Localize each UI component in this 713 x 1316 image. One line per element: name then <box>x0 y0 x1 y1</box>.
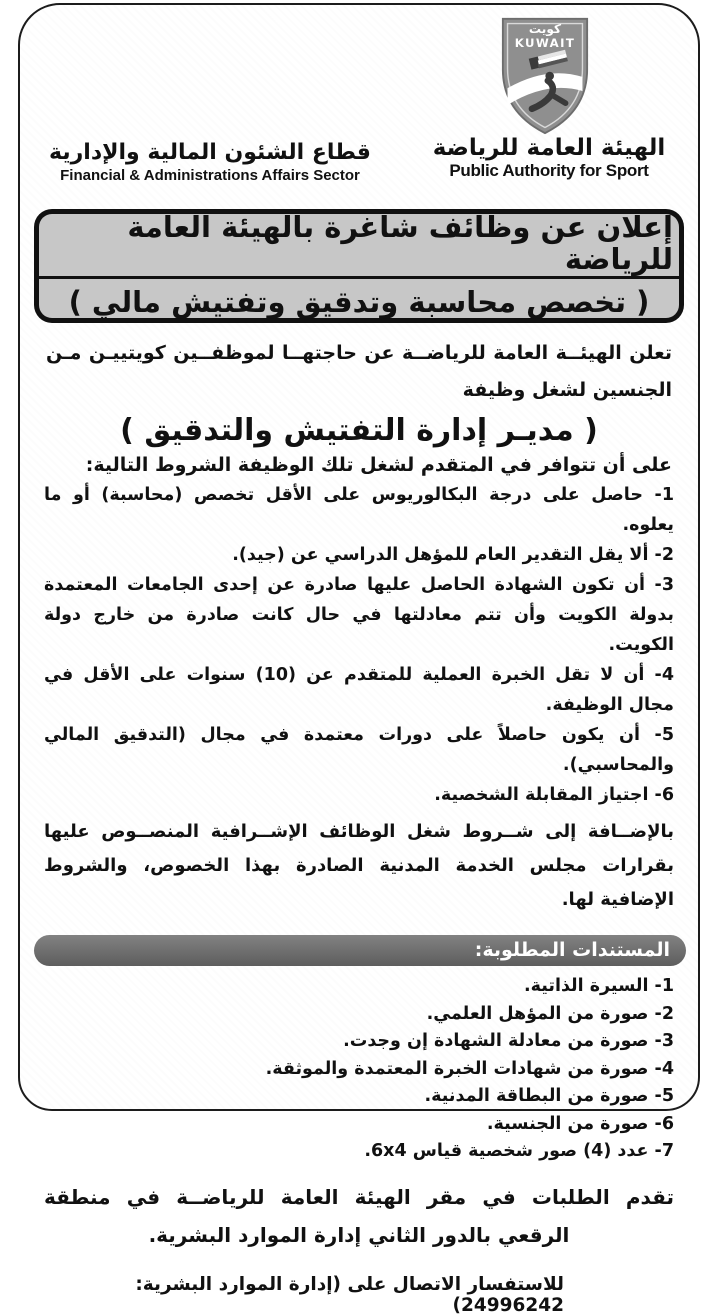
list-item: 6- صورة من الجنسية. <box>486 1113 674 1134</box>
list-item: 5- أن يكون حاصلاً على دورات معتمدة في مجال (التدقيق المالي والمحاسبي). <box>44 725 674 775</box>
contact-line: للاستفسار الاتصال على (إدارة الموارد البشرية: 24996242) <box>135 1273 564 1316</box>
job-title: ( مديـر إدارة التفتيش والتدقيق ) <box>120 413 598 448</box>
banner-line-2: ( تخصص محاسبة وتدقيق وتفتيش مالي ) <box>63 286 656 322</box>
conditions-list <box>44 480 674 810</box>
list-item: 7- عدد (4) صور شخصية قياس 6x4. <box>364 1141 674 1161</box>
org-title-english: Public Authority for Sport <box>449 161 649 180</box>
kuwait-sport-emblem-icon <box>498 17 592 135</box>
announcement-body <box>20 335 698 1316</box>
list-item: 3- صورة من معادلة الشهادة إن وجدت. <box>343 1031 674 1051</box>
conditions-intro: على أن تتوافر في المتقدم لشغل تلك الوظيفة الشروط التالية: <box>85 454 672 476</box>
sector-title-english: Financial & Administrations Affairs Sector <box>60 167 360 184</box>
page-frame <box>18 3 700 1316</box>
documents-header-bar: المستندات المطلوبة: <box>34 935 686 966</box>
list-item: 3- أن تكون الشهادة الحاصل عليها صادرة عن إحدى الجامعات المعتمدة بدولة الكويت وأن تتم معادلتها في حال كانت صادرة من خارج دولة الكويت. <box>44 575 674 655</box>
list-item: 5- صورة من البطاقة المدنية. <box>424 1086 674 1106</box>
documents-list <box>44 973 674 1166</box>
list-item: 2- صورة من المؤهل العلمي. <box>426 1003 674 1024</box>
intro-paragraph: تعلن الهيئــة العامة للرياضــة عن حاجتهــا لموظفــين كويتييـن مـن الجنسين لشغل وظيفة <box>46 342 672 401</box>
list-item: 4- أن لا تقل الخبرة العملية للمتقدم عن (10) سنوات على الأقل في مجال الوظيفة. <box>44 665 674 715</box>
list-item: 6- اجتياز المقابلة الشخصية. <box>434 785 674 805</box>
vacancy-title-banner <box>34 209 684 323</box>
banner-line-1: إعلان عن وظائف شاغرة بالهيئة العامة للرياضة <box>39 211 679 279</box>
list-item: 2- ألا يقل التقدير العام للمؤهل الدراسي عن (جيد). <box>232 545 674 565</box>
list-item: 4- صورة من شهادات الخبرة المعتمدة والموثقة. <box>265 1058 674 1079</box>
list-item: 1- السيرة الذاتية. <box>523 976 674 996</box>
supervisory-note: بالإضــافة إلى شــروط شغل الوظائف الإشــرافية المنصــوص عليها بقرارات مجلس الخدمة المدنية الصادرة بهذا الخصوص، والشروط الإضافية لها. <box>44 821 674 910</box>
emblem-arabic-text: كويت <box>528 21 562 36</box>
header <box>20 5 698 203</box>
org-title-block <box>416 135 682 181</box>
submission-paragraph: تقدم الطلبات في مقر الهيئة العامة للرياضــة في منطقة الرقعي بالدور الثاني إدارة الموارد البشرية. <box>44 1184 674 1247</box>
emblem-caption-text: KUWAIT <box>514 35 576 50</box>
sector-title-block <box>48 139 372 185</box>
sector-title-arabic: قطاع الشئون المالية والإدارية <box>49 140 371 165</box>
list-item: 1- حاصل على درجة البكالوريوس على الأقل تخصص (محاسبة) أو ما يعلوه. <box>44 485 674 535</box>
org-title-arabic: الهيئة العامة للرياضة <box>432 135 666 161</box>
vacancy-title-banner-inner <box>39 209 679 319</box>
